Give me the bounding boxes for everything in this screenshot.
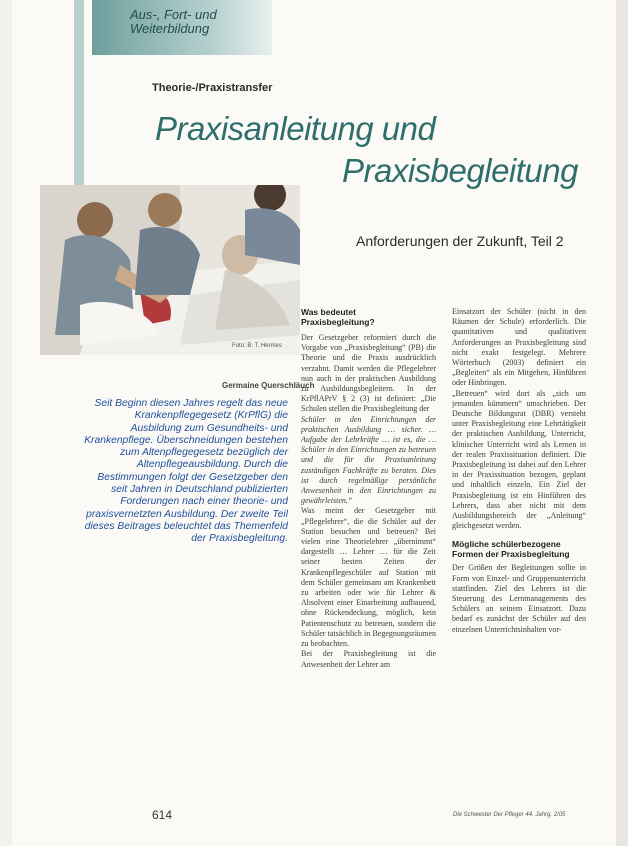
- article-subtitle: Anforderungen der Zukunft, Teil 2: [356, 233, 564, 249]
- paragraph: Was meint der Gesetzgeber mit „Pflegelehrer“, die die Schüler auf der Station besuchen und betreuen? Bei vielen eine Theorielehrer „übernimmt“ dargestellt … Lehrer … für die Zeit seiner besten Zeiten der Krankenpflegeschüler auf Station mit dem Schüler gemeinsam am Krankenbett zu arbeiten oder wie für Lehrer & Absolvent einer Einarbeitung aufbauend, ohne Rückendeckung, möglich, kein Patientenschutz zu betreuen, sondern die Schüler tatsächlich in Begegnungsräumen zu beobachten.: [301, 506, 436, 649]
- paragraph: Der Größen der Begleitungen sollte in Form von Einzel- und Gruppenunterricht stattfinden. Ziel des Lehrers ist die Steuerung des Lernmanagements des Schülers an seinem Einsatzort. Dazu bedarf es zunächst der Schüler auf den einzelnen Unterrichtsinhalten vor-: [452, 563, 586, 634]
- paragraph: Einsatzort der Schüler (nicht in den Räumen der Schule) erforderlich. Die quantitativen und qualitativen Anforderungen an Praxisbegleitung sind nicht exakt festgelegt. Mehrere Wörterbuch (2003) definiert ein „Begleiten“ als ein Mitgehen, Hinführen oder Hinbringen.: [452, 307, 586, 388]
- text-column-2: [452, 307, 586, 782]
- text-column-1: [301, 307, 436, 777]
- paragraph: Der Gesetzgeber reformiert durch die Vorgabe von „Praxisbegleitung“ (PB) die Theorie und die Praxis ausdrücklich verzahnt. Damit werden die Pflegelehrer nun auch in der praktischen Ausbildung zu Ausbildungsbegleitern. In der KrPflAPrV § 2 (3) ist definiert: „Die Schulen stellen die Praxisbegleitung der: [301, 333, 436, 414]
- photo-credit: Foto: B. T. Hermes: [232, 343, 282, 349]
- page-edge: [616, 0, 628, 846]
- article-title-line2: Praxisbegleitung: [342, 152, 578, 189]
- article-photo: [40, 185, 300, 355]
- paragraph-quote: Schüler in den Einrichtungen der praktischen Ausbildung … sicher. … Aufgabe der Lehrkräfte … ist es, die … Schüler in den Einrichtungen zu betreuen und die für die Praxisanleitung zuständigen Fachkräfte zu beraten. Dies ist durch regelmäßige persönliche Anwesenheit in den Einrichtungen zu gewährleisten.“: [301, 414, 436, 506]
- section-kicker: Theorie-/Praxistransfer: [152, 82, 273, 94]
- nursing-scene-illustration: [40, 185, 300, 355]
- journal-footer: Die Schwester Der Pfleger 44. Jahrg. 2/05: [453, 812, 566, 818]
- category-label: Aus-, Fort- und Weiterbildung: [130, 7, 217, 36]
- intro-lead: Seit Beginn diesen Jahres regelt das neue Krankenpflegegesetz (KrPflG) die Ausbildung zum Gesundheits- und Krankenpflege. Überschneidungen bestehen zum Altenpflegegesetz bezüglich der Altenpflegeausbildung. Durch die Bestimmungen folgt der Gesetzgeber den seit Jahren in Deutschland publizierten Forderungen nach einer theorie- und praxisvernetzten Ausbildung. Der zweite Teil dieses Beitrages beleuchtet das Themenfeld der Praxisbegleitung.: [84, 398, 288, 545]
- paragraph: Bei der Praxisbegleitung ist die Anwesenheit der Lehrer am: [301, 649, 436, 669]
- heading-praxisbegleitung: Was bedeutet Praxisbegleitung?: [301, 307, 375, 327]
- heading-formen: Mögliche schülerbezogene Formen der Praxisbegleitung: [452, 539, 570, 560]
- margin-bar: [74, 0, 84, 210]
- article-title-line1: Praxisanleitung und: [155, 110, 436, 147]
- paragraph: „Betreuen“ wird dort als „sich um jemanden kümmern“ umschrieben. Der Deutsche Bildungsrat (DBR) versteht unter Praxisbegleitung eine Lehrtätigkeit der praktischen Ausbildung, Unterricht, klinischer Unterricht wird als Lernen in der realen Praxissituation definiert. Die Praxisbegleitung ist dabei auf den Lehrer in der Praxissituation bezogen, geplant und inhaltlich einzeln. Ein Ziel der Praxisbegleitung ist ein Hinführen des Lehrers, dass aber nicht mit dem Ausbildungsbereich der „Anleitung“ gleichgesetzt werden.: [452, 388, 586, 531]
- author-name: Germaine Querschläuch: [222, 381, 315, 390]
- page-number: 614: [152, 808, 173, 822]
